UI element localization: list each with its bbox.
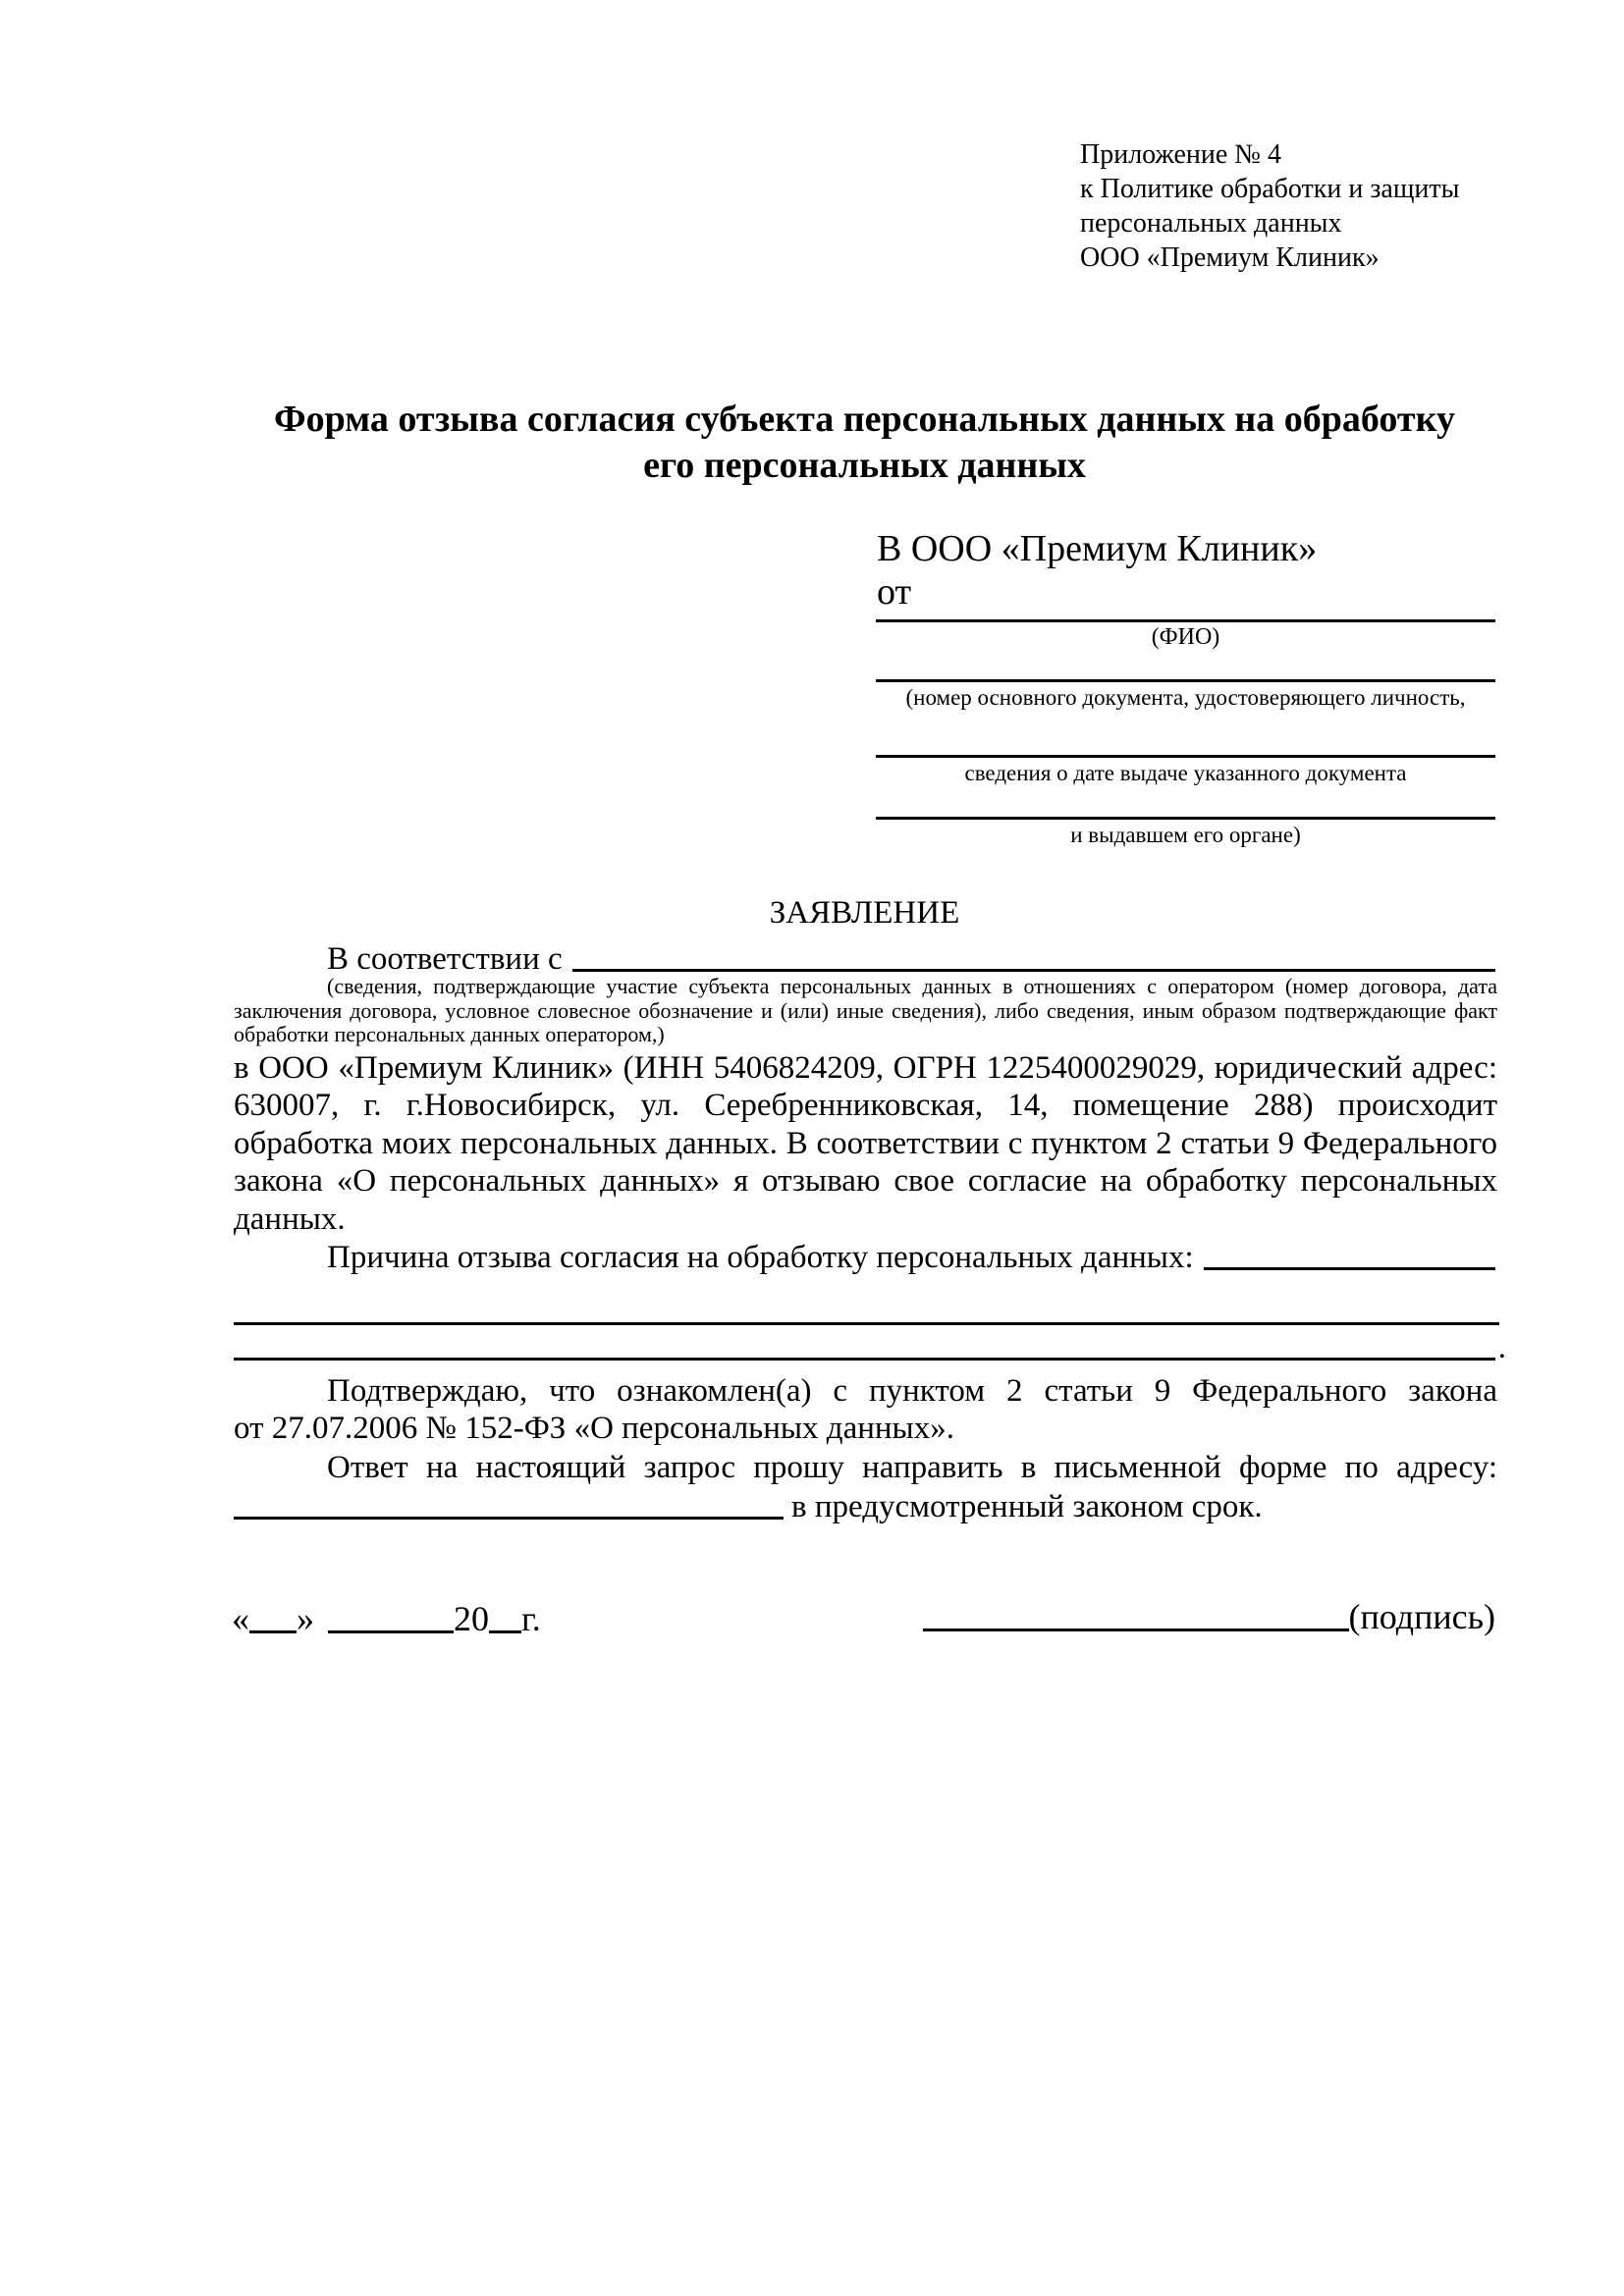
reason-row <box>234 1237 1495 1276</box>
issuing-authority-caption: и выдавшем его органе) <box>1070 823 1301 847</box>
reason-label: Причина отзыва согласия на обработку персональных данных: <box>327 1240 1194 1275</box>
signature-row <box>923 1598 1495 1637</box>
confirm-line: Подтверждаю, что ознакомлен(а) с пунктом 2 статьи 9 Федерального закона <box>327 1373 1497 1409</box>
year-suffix: г. <box>521 1599 541 1638</box>
fineprint-line: обработки персональных данных оператором,) <box>234 1022 665 1046</box>
fineprint-line: (сведения, подтверждающие участие субъекта персональных данных в отношениях с оператором (номер договора, дата <box>327 974 1497 998</box>
document-title-line: Форма отзыва согласия субъекта персональных данных на обработку <box>274 399 1455 440</box>
document-title <box>234 397 1495 489</box>
accordance-row <box>234 938 1495 978</box>
fio-caption: (ФИО) <box>1151 624 1220 650</box>
document-number-caption: (номер основного документа, удостоверяющего личность, <box>905 685 1466 710</box>
day-input-line[interactable] <box>249 1629 297 1633</box>
year-prefix: 20 <box>454 1599 489 1638</box>
fio-input-line[interactable] <box>876 619 1495 622</box>
addressee-organization: В ООО «Премиум Клиник» <box>877 528 1318 569</box>
reply-line: Ответ на настоящий запрос прошу направить в письменной форме по адресу: <box>327 1450 1497 1485</box>
accordance-input-line[interactable] <box>572 969 1495 972</box>
accordance-label: В соответствии с <box>327 941 563 977</box>
reason-input-line-2[interactable] <box>234 1322 1499 1325</box>
document-number-input-line[interactable] <box>876 679 1495 682</box>
appendix-line: Приложение № 4 <box>1080 139 1281 170</box>
document-title-line: его персональных данных <box>643 445 1086 486</box>
confirm-line: от 27.07.2006 № 152-ФЗ «О персональных данных». <box>234 1411 954 1447</box>
issue-date-caption: сведения о дате выдаче указанного документа <box>964 761 1407 785</box>
body-line: 630007, г. г.Новосибирск, ул. Серебренниковская, 14, помещение 288) происходит <box>234 1088 1497 1124</box>
body-line: обработка моих персональных данных. В соответствии с пунктом 2 статьи 9 Федерального <box>234 1125 1497 1161</box>
issue-date-input-line[interactable] <box>876 755 1495 758</box>
statement-heading: ЗАЯВЛЕНИЕ <box>769 895 960 931</box>
appendix-block <box>1080 137 1459 275</box>
open-quote: « <box>232 1599 249 1638</box>
signature-input-line[interactable] <box>923 1629 1349 1631</box>
month-input-line[interactable] <box>328 1629 454 1633</box>
address-input-line[interactable] <box>234 1517 784 1520</box>
issuing-authority-input-line[interactable] <box>876 817 1495 820</box>
reply-paragraph <box>234 1449 1497 1486</box>
body-line: данных. <box>234 1201 346 1237</box>
appendix-line: персональных данных <box>1080 208 1342 239</box>
close-quote: » <box>297 1599 314 1638</box>
year-input-line[interactable] <box>489 1629 521 1633</box>
signature-caption: (подпись) <box>1348 1597 1495 1636</box>
addressee-from-label: от <box>877 571 912 613</box>
reason-line-3-row <box>234 1330 1506 1365</box>
reply-tail-text: в предусмотренный законом срок. <box>791 1489 1263 1524</box>
sentence-period: . <box>1497 1330 1506 1365</box>
date-row <box>232 1598 541 1639</box>
body-line: в ООО «Премиум Клиник» (ИНН 5406824209, ОГРН 1225400029029, юридический адрес: <box>234 1050 1497 1086</box>
body-paragraph <box>234 1049 1497 1238</box>
fineprint-block <box>234 975 1497 1047</box>
appendix-line: к Политике обработки и защиты <box>1080 174 1460 204</box>
fineprint-line: заключения договора, условное словесное обозначение и (или) иные сведения), либо сведения, иным образом подтверждающие факт <box>234 997 1497 1023</box>
reply-address-row <box>234 1486 1497 1525</box>
appendix-line: ООО «Премиум Клиник» <box>1080 242 1380 273</box>
reason-input-line-1[interactable] <box>1204 1267 1495 1270</box>
reason-input-line-3[interactable] <box>234 1358 1495 1361</box>
body-line: закона «О персональных данных» я отзываю свое согласие на обработку персональных <box>234 1163 1497 1200</box>
confirm-paragraph <box>234 1372 1497 1448</box>
